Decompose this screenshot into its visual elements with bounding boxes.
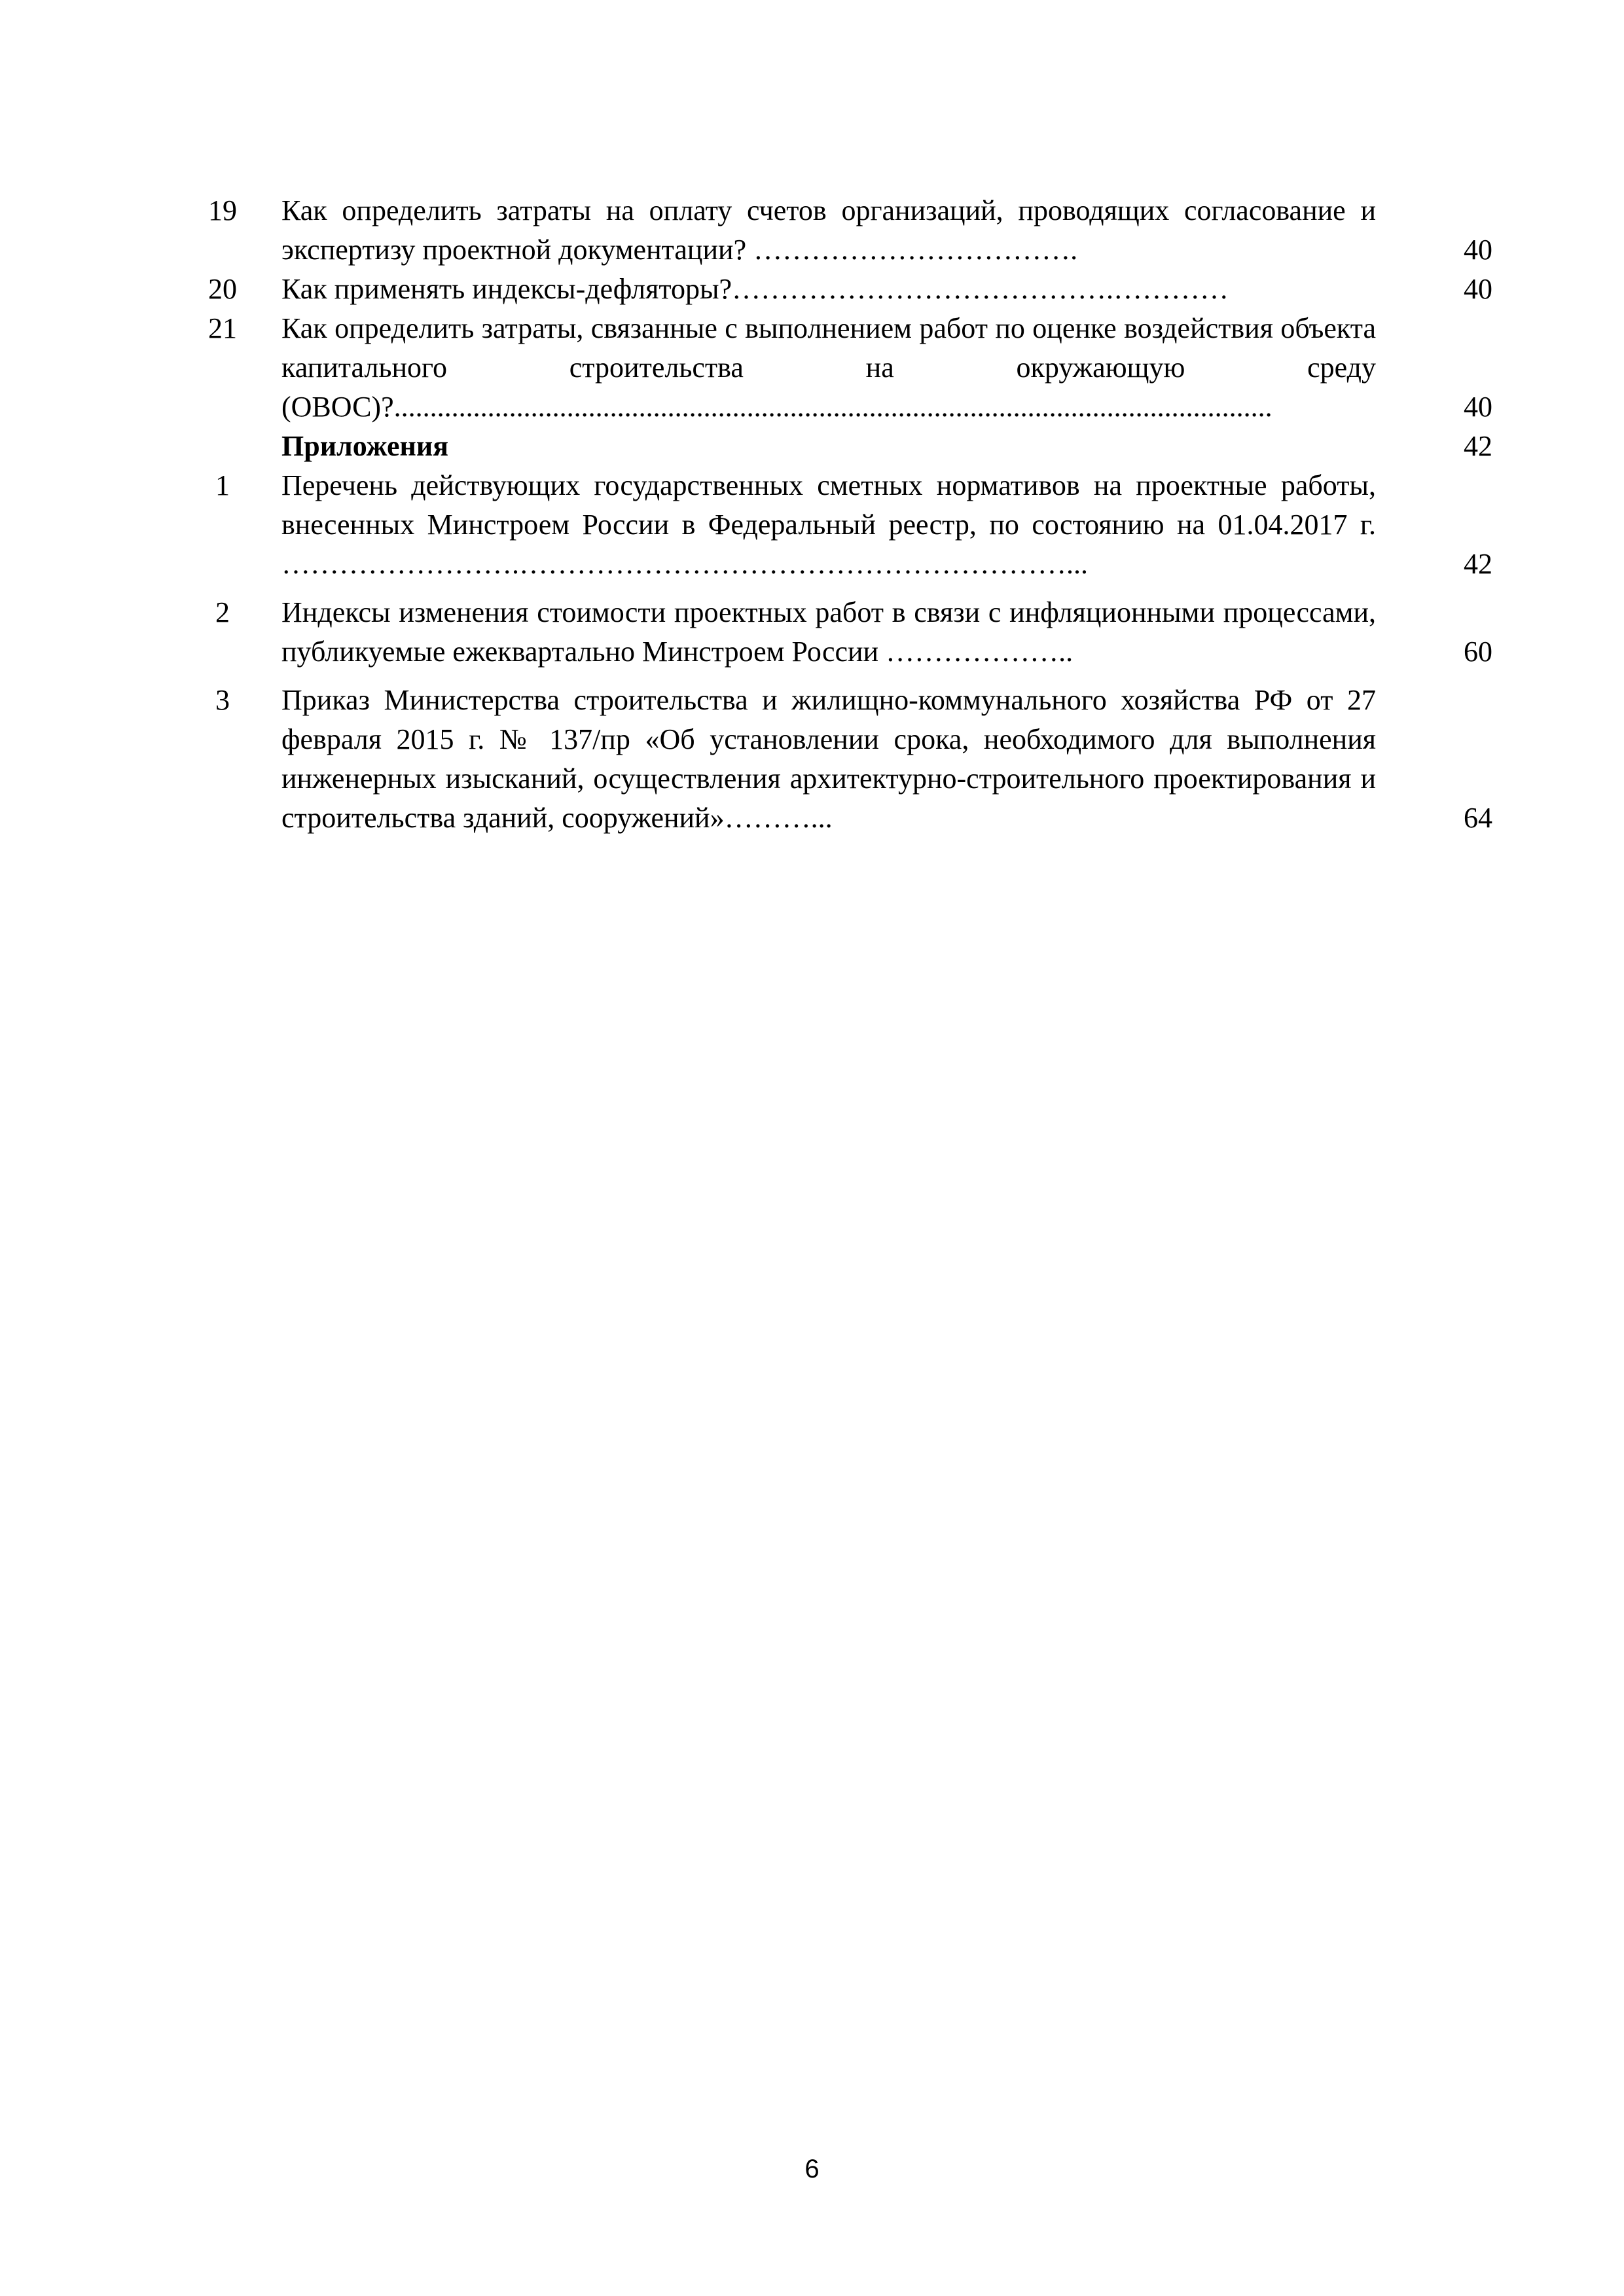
toc-entry-number: 2: [215, 596, 230, 628]
toc-entry-appendix-1: [196, 466, 1492, 584]
toc-entry-page: 42: [1464, 548, 1492, 580]
toc-entry-number: 1: [215, 469, 230, 501]
toc-entry-20: [196, 270, 1492, 309]
toc-entry-appendix-2: [196, 593, 1492, 672]
toc-entry-21: [196, 309, 1492, 427]
toc-entry-page: 64: [1464, 802, 1492, 834]
toc-entry-appendix-3: [196, 681, 1492, 838]
toc-entry-title: Индексы изменения стоимости проектных работ в связи с инфляционными процессами, публикуемые ежеквартально Минстроем России ………………..: [281, 596, 1376, 668]
toc-entry-19: [196, 191, 1492, 270]
toc-entry-number: 21: [208, 312, 237, 344]
toc-entry-number: 20: [208, 273, 237, 305]
toc-entry-page: 40: [1464, 234, 1492, 266]
toc-entry-page: 60: [1464, 636, 1492, 668]
toc-entry-title: Приказ Министерства строительства и жилищно-коммунального хозяйства РФ от 27 февраля 2015 г. № 137/пр «Об установлении срока, необходимого для выполнения инженерных изысканий, осуществления архитектурно-строительного проектирования и строительства зданий, сооружений»………...: [281, 684, 1376, 834]
toc-entry-appendices: [196, 427, 1492, 466]
toc-section-heading: Приложения: [281, 430, 448, 462]
toc-entry-page: 40: [1464, 273, 1492, 305]
toc-entry-page: 42: [1464, 430, 1492, 462]
table-of-contents: [196, 191, 1492, 838]
page-number: 6: [804, 2155, 820, 2183]
toc-entry-title: Как определить затраты, связанные с выполнением работ по оценке воздействия объекта капитального строительства на окружающую среду (ОВОС)?..........................................................................................................................: [281, 312, 1376, 423]
toc-entry-page: 40: [1464, 391, 1492, 423]
toc-entry-title: Как определить затраты на оплату счетов организаций, проводящих согласование и экспертизу проектной документации? …………………………….: [281, 194, 1376, 266]
toc-entry-title: Перечень действующих государственных сметных нормативов на проектные работы, внесенных Минстроем России в Федеральный реестр, по состоянию на 01.04.2017 г. …………………….…………………………………………………...: [281, 469, 1376, 580]
toc-entry-number: 3: [215, 684, 230, 716]
toc-entry-title: Как применять индексы-дефляторы?………………………………….…………: [281, 273, 1229, 305]
toc-entry-number: 19: [208, 194, 237, 226]
